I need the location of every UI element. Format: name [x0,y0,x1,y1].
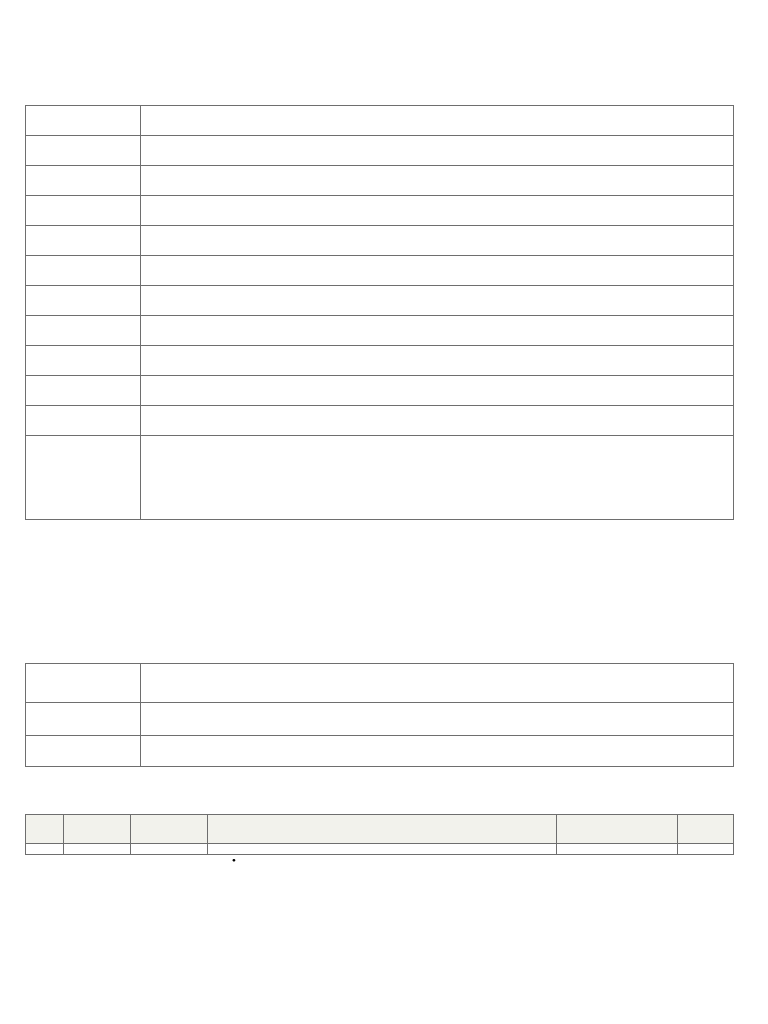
row-objective [131,844,208,855]
info-label [26,346,141,376]
row-activities [557,844,678,855]
info-value [141,346,734,376]
prereq-label [26,376,141,406]
info-value [141,196,734,226]
info-row [26,106,734,136]
info-value [141,286,734,316]
info-row [26,286,734,316]
info-value [141,316,734,346]
specific-objectives-value [141,436,734,520]
specific-objectives-label [26,436,141,520]
info-label [26,316,141,346]
info-label [26,226,141,256]
info-row [26,256,734,286]
info-value [141,106,734,136]
info-value [141,136,734,166]
info-label [26,106,141,136]
review-value [141,703,734,736]
header-activities [557,815,678,844]
info-value [141,166,734,196]
general-objectives-label [26,406,141,436]
info-row [26,316,734,346]
info-value [141,226,734,256]
review-row [26,703,734,736]
header-objectives [131,815,208,844]
introduction-value [141,736,734,767]
info-label [26,286,141,316]
prereq-value [141,376,734,406]
info-row [26,346,734,376]
plan-row [26,844,734,855]
info-label [26,256,141,286]
introduction-row [26,736,734,767]
row-time [64,844,131,855]
row-evaluation [678,844,734,855]
info-row [26,226,734,256]
lesson-info-table [25,105,734,520]
row-content [208,844,557,855]
header-sno [26,815,64,844]
continued-empty-cell [26,664,141,703]
header-evaluation [678,815,734,844]
prereq-row [26,376,734,406]
info-row [26,166,734,196]
header-content [208,815,557,844]
general-objectives-value [141,406,734,436]
general-objectives-row [26,406,734,436]
row-sno [26,844,64,855]
info-value [141,256,734,286]
info-row [26,136,734,166]
info-label [26,166,141,196]
introduction-label [26,736,141,767]
continued-table [25,663,734,767]
info-label [26,136,141,166]
review-label [26,703,141,736]
specific-objectives-row [26,436,734,520]
info-row [26,196,734,226]
header-time [64,815,131,844]
info-label [26,196,141,226]
continued-objectives-row [26,664,734,703]
continued-objectives-value [141,664,734,703]
plan-header-row [26,815,734,844]
lesson-plan-table [25,814,734,855]
